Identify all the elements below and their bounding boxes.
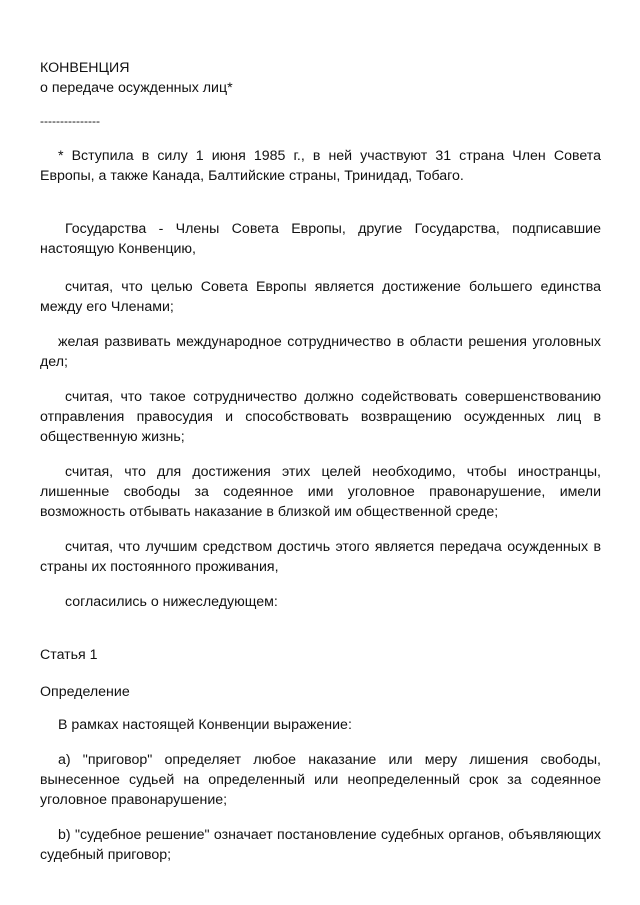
article-item-b: b) "судебное решение" означает постановление судебных органов, объявляющих судебный приговор; bbox=[40, 827, 601, 863]
preamble-paragraph-4: считая, что такое сотрудничество должно содействовать совершенствованию отправления правосудия и способствовать возвращению осужденных лиц в общественную жизнь; bbox=[40, 389, 601, 445]
preamble-paragraph-3: желая развивать международное сотрудничество в области решения уголовных дел; bbox=[40, 334, 601, 370]
preamble-paragraph-6: считая, что лучшим средством достичь этого является передача осужденных в страны их постоянного проживания, bbox=[40, 539, 601, 575]
separator-line: --------------- bbox=[40, 114, 100, 128]
document-subtitle: о передаче осужденных лиц* bbox=[40, 80, 233, 96]
preamble-paragraph-2: считая, что целью Совета Европы является достижение большего единства между его Членами; bbox=[40, 279, 601, 315]
article-heading: Определение bbox=[40, 684, 130, 700]
preamble-paragraph-7: согласились о нижеследующем: bbox=[65, 594, 278, 610]
footnote: * Вступила в силу 1 июня 1985 г., в ней участвуют 31 страна Член Совета Европы, а также Канада, Балтийские страны, Тринидад, Тобаго. bbox=[40, 148, 601, 184]
article-item-a: a) "приговор" определяет любое наказание или меру лишения свободы, вынесенное судьей на определенный или неопределенный срок за содеянное уголовное правонарушение; bbox=[40, 752, 601, 808]
preamble-paragraph-1: Государства - Члены Совета Европы, другие Государства, подписавшие настоящую Конвенцию, bbox=[40, 221, 601, 257]
preamble-paragraph-5: считая, что для достижения этих целей необходимо, чтобы иностранцы, лишенные свободы за содеянное ими уголовное правонарушение, имели возможность отбывать наказание в близкой им общественной среде; bbox=[40, 464, 601, 520]
document-title: КОНВЕНЦИЯ bbox=[40, 60, 130, 76]
article-number: Статья 1 bbox=[40, 647, 98, 663]
article-intro: В рамках настоящей Конвенции выражение: bbox=[58, 717, 352, 733]
